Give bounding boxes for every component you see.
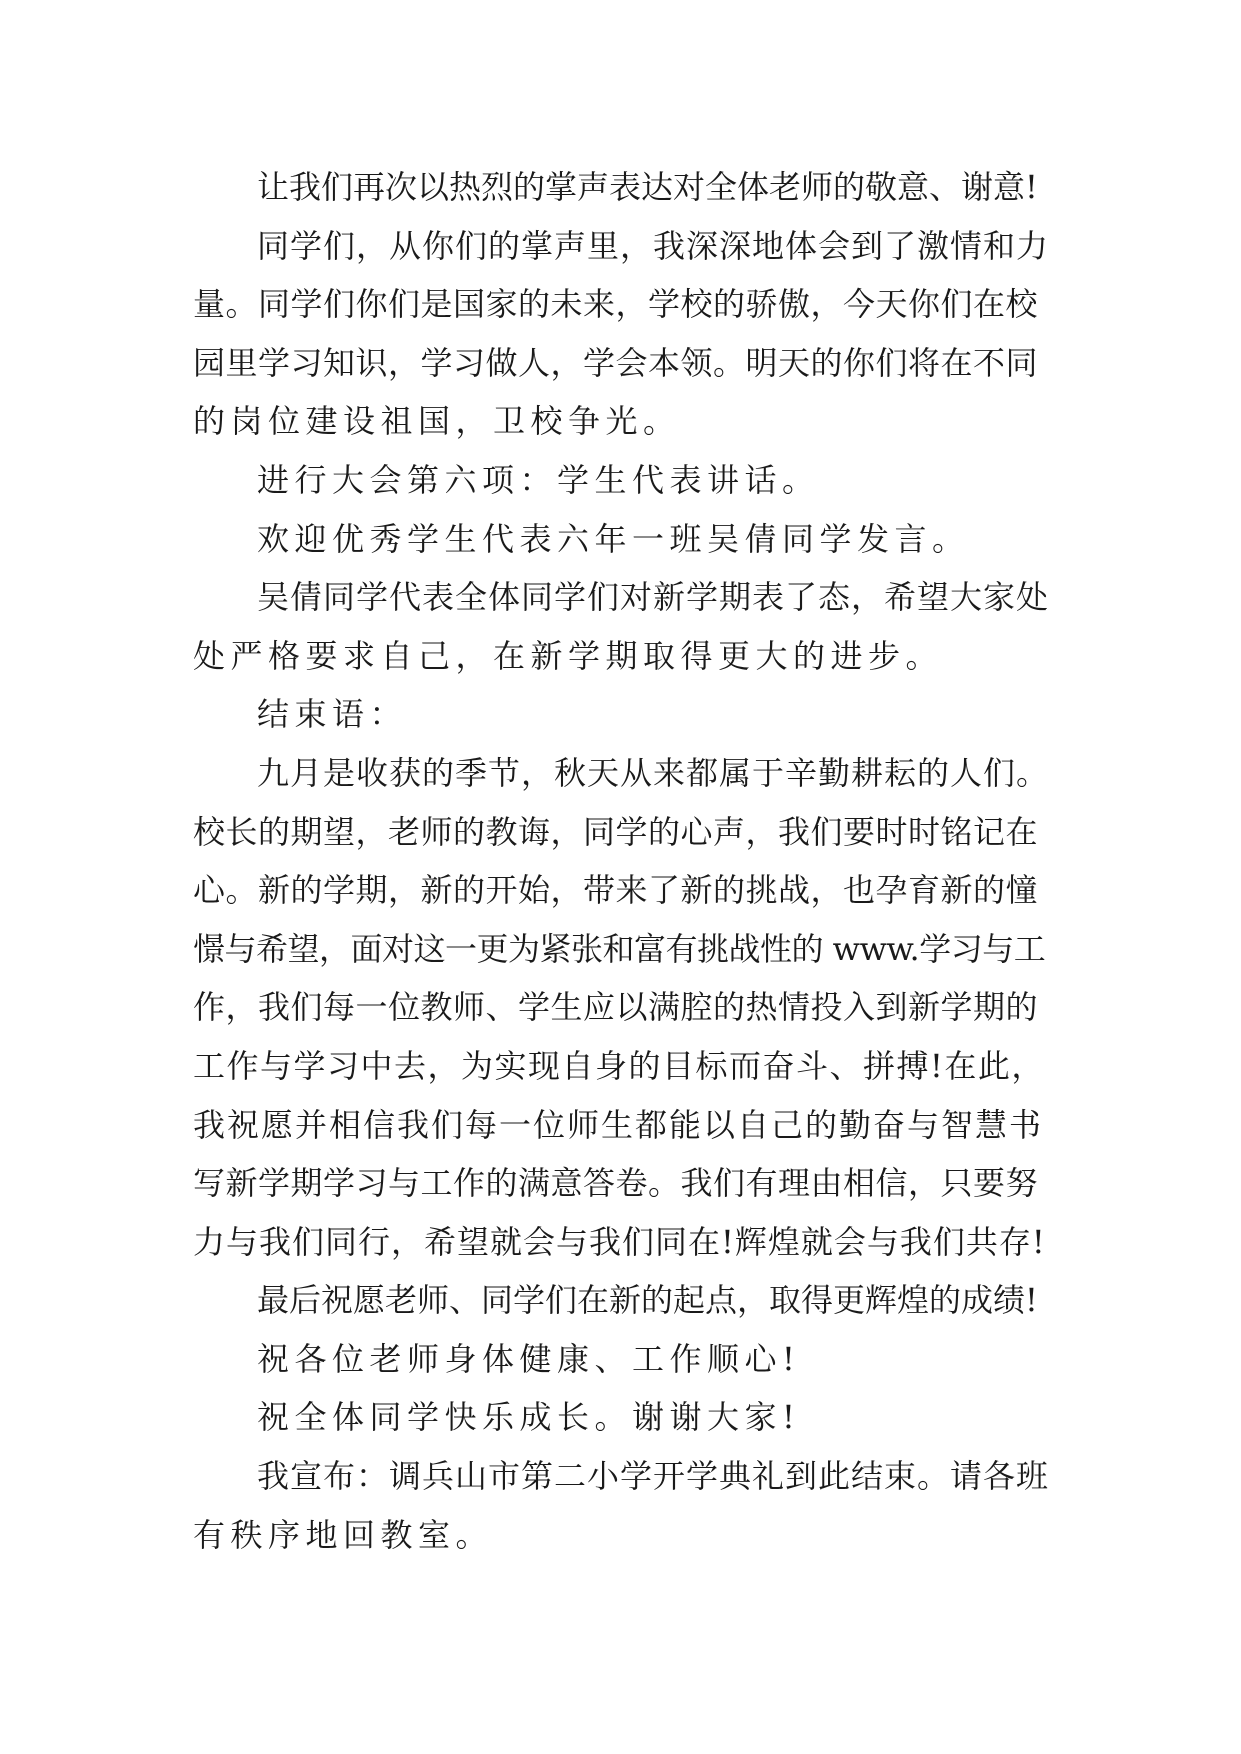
text-line: 结束语： (257, 695, 408, 734)
text-line: 吴倩同学代表全体同学们对新学期表了态，希望大家处 (257, 578, 1050, 617)
text-line: 最后祝愿老师、同学们在新的起点，取得更辉煌的成绩! (257, 1281, 1038, 1320)
text-line: 祝各位老师身体健康、工作顺心! (257, 1339, 801, 1378)
text-line: 九月是收获的季节，秋天从来都属于辛勤耕耘的人们。 (257, 753, 1050, 792)
text-line: 憬与希望，面对这一更为紧张和富有挑战性的 www.学习与工 (193, 929, 1046, 968)
text-line: 有秩序地回教室。 (193, 1515, 494, 1554)
text-line: 同学们，从你们的掌声里，我深深地体会到了激情和力 (257, 226, 1050, 265)
text-line: 作，我们每一位教师、学生应以满腔的热情投入到新学期的 (193, 988, 1039, 1027)
text-line: 欢迎优秀学生代表六年一班吴倩同学发言。 (257, 519, 970, 558)
text-line: 祝全体同学快乐成长。谢谢大家! (257, 1398, 801, 1437)
text-line: 工作与学习中去，为实现自身的目标而奋斗、拼搏!在此， (193, 1046, 1045, 1085)
text-line: 写新学期学习与工作的满意答卷。我们有理由相信，只要努 (193, 1164, 1039, 1203)
text-line: 处严格要求自己，在新学期取得更大的进步。 (193, 636, 944, 675)
document-body (193, 158, 1049, 1564)
text-line: 我宣布：调兵山市第二小学开学典礼到此结束。请各班 (257, 1457, 1050, 1496)
text-line: 的岗位建设祖国，卫校争光。 (193, 402, 681, 441)
text-line: 进行大会第六项：学生代表讲话。 (257, 460, 820, 499)
text-line: 让我们再次以热烈的掌声表达对全体老师的敬意、谢意! (257, 168, 1038, 206)
text-line: 量。同学们你们是国家的未来，学校的骄傲，今天你们在校 (193, 285, 1039, 324)
text-line: 我祝愿并相信我们每一位师生都能以自己的勤奋与智慧书 (193, 1105, 1044, 1144)
text-line: 园里学习知识，学习做人，学会本领。明天的你们将在不同 (193, 343, 1039, 382)
text-line: 校长的期望，老师的教诲，同学的心声，我们要时时铭记在 (193, 812, 1039, 851)
text-line: 力与我们同行，希望就会与我们同在!辉煌就会与我们共存! (193, 1222, 1046, 1261)
text-line: 心。新的学期，新的开始，带来了新的挑战，也孕育新的憧 (193, 871, 1039, 910)
